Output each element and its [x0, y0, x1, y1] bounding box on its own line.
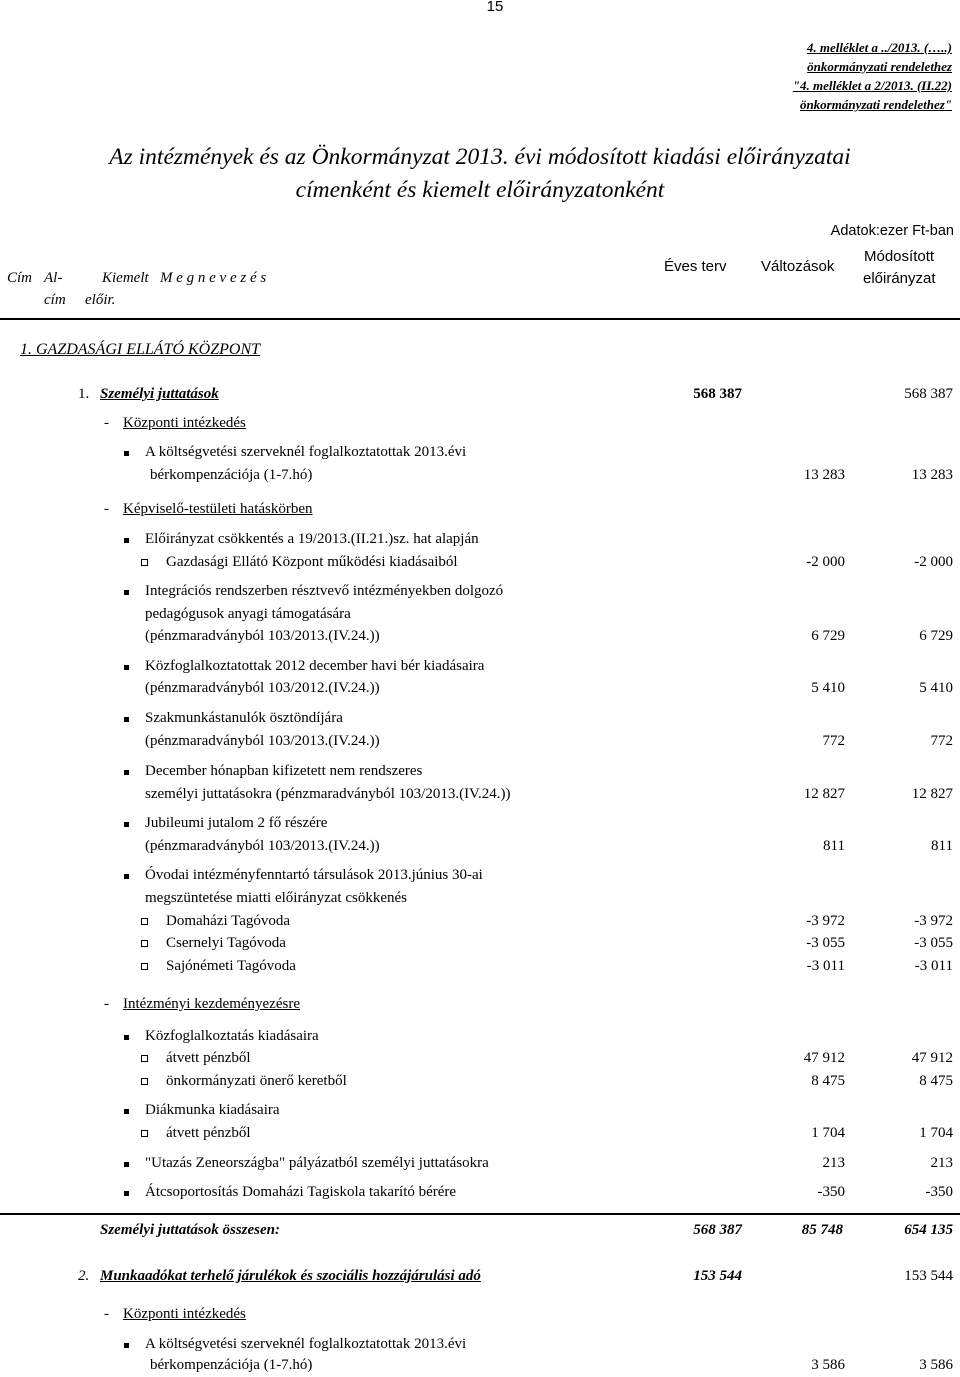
bullet-icon: [124, 441, 129, 464]
sub-bullet-icon: [141, 940, 148, 947]
item-label: Csernelyi Tagóvoda: [166, 935, 286, 951]
valtozas-value: 3 586: [811, 1357, 845, 1373]
modositott-value: 811: [931, 838, 953, 854]
valtozas-value: 13 283: [803, 467, 845, 483]
col-header-valtozasok: Változások: [761, 258, 835, 275]
modositott-value: 772: [930, 733, 953, 749]
dash: -: [104, 415, 109, 431]
item-label: személyi juttatásokra (pénzmaradványból 103/2013.(IV.24.)): [145, 786, 511, 802]
col-header-modositott: Módosított: [864, 248, 935, 265]
page-title: [0, 141, 960, 207]
modositott-value: 5 410: [919, 680, 953, 696]
bullet-icon: [124, 812, 129, 835]
dash: -: [104, 1306, 109, 1322]
modositott-value: -3 011: [914, 958, 953, 974]
bullet-icon: [124, 760, 129, 783]
item-label: Diákmunka kiadásaira: [145, 1102, 280, 1118]
row-number: 2.: [78, 1268, 90, 1284]
modositott-value: -3 972: [914, 913, 953, 929]
annex-line-4: önkormányzati rendelethez": [799, 97, 952, 112]
col-header-eves-terv: Éves terv: [664, 258, 727, 275]
item-label: Jubileumi jutalom 2 fő részére: [145, 815, 328, 831]
col-header-modositott-2: előirányzat: [863, 270, 936, 287]
modositott-value: 3 586: [919, 1357, 953, 1373]
valtozas-value: -3 972: [806, 913, 845, 929]
dash: -: [104, 501, 109, 517]
bullet-icon: [124, 580, 129, 603]
header-rule: [0, 318, 960, 320]
modositott-value: -2 000: [914, 554, 953, 570]
modositott-value: -3 055: [914, 935, 953, 951]
total-valtozasok: 85 748: [801, 1222, 843, 1238]
col-header-cim: Cím: [7, 270, 33, 286]
row-label: Személyi juttatások: [100, 386, 219, 402]
modositott-value: 153 544: [904, 1268, 953, 1284]
annex-reference: [793, 38, 952, 114]
section-title: 1. GAZDASÁGI ELLÁTÓ KÖZPONT: [20, 341, 261, 358]
bullet-icon: [124, 1152, 129, 1175]
bullet-icon: [124, 864, 129, 887]
dash: -: [104, 996, 109, 1012]
valtozas-value: -3 011: [806, 958, 845, 974]
col-header-kiemelt-2: előir.: [85, 292, 116, 308]
item-label: (pénzmaradványból 103/2013.(IV.24.)): [145, 628, 380, 644]
item-label: Előirányzat csökkentés a 19/2013.(II.21.)sz. hat alapján: [145, 531, 479, 547]
modositott-value: 13 283: [911, 467, 953, 483]
item-label: Átcsoportosítás Domaházi Tagiskola takarító bérére: [145, 1184, 457, 1200]
item-label: A költségvetési szerveknél foglalkoztatottak 2013.évi: [145, 1336, 467, 1352]
item-label: Központi intézkedés: [123, 1306, 246, 1322]
bullet-icon: [124, 1333, 129, 1356]
total-rule: [0, 1213, 960, 1215]
valtozas-value: 47 912: [803, 1050, 845, 1066]
annex-line-1: 4. melléklet a ../2013. (…..): [806, 40, 952, 55]
modositott-value: 12 827: [911, 786, 953, 802]
item-label: December hónapban kifizetett nem rendszeres: [145, 763, 423, 779]
valtozas-value: 772: [822, 733, 845, 749]
total-label: Személyi juttatások összesen:: [100, 1222, 281, 1238]
sub-bullet-icon: [141, 559, 148, 566]
col-header-alcim-2: cím: [44, 292, 66, 308]
modositott-value: 1 704: [919, 1125, 953, 1141]
item-label: megszüntetése miatti előirányzat csökkenés: [145, 890, 407, 906]
item-label: (pénzmaradványból 103/2012.(IV.24.)): [145, 680, 380, 696]
item-label: A költségvetési szerveknél foglalkoztatottak 2013.évi: [145, 444, 467, 460]
sub-bullet-icon: [141, 963, 148, 970]
page-number: 15: [486, 0, 504, 15]
modositott-value: 6 729: [919, 628, 953, 644]
item-label: bérkompenzációja (1-7.hó): [150, 467, 313, 483]
modositott-value: 213: [930, 1155, 953, 1171]
row-label: Munkaadókat terhelő járulékok és szociális hozzájárulási adó: [100, 1268, 481, 1284]
row-number: 1.: [78, 386, 90, 402]
item-label: Integrációs rendszerben résztvevő intézményekben dolgozó: [145, 583, 504, 599]
valtozas-value: -2 000: [806, 554, 845, 570]
valtozas-value: -3 055: [806, 935, 845, 951]
bullet-icon: [124, 1099, 129, 1122]
col-header-megnevezes: M e g n e v e z é s: [160, 270, 267, 286]
sub-bullet-icon: [141, 1055, 148, 1062]
valtozas-value: 213: [822, 1155, 845, 1171]
item-label: önkormányzati önerő keretből: [166, 1073, 347, 1089]
eves-terv-value: 153 544: [693, 1268, 742, 1284]
item-label: (pénzmaradványból 103/2013.(IV.24.)): [145, 838, 380, 854]
valtozas-value: 8 475: [811, 1073, 845, 1089]
item-label: Intézményi kezdeményezésre: [123, 996, 300, 1012]
total-modositott: 654 135: [904, 1222, 953, 1238]
item-label: Óvodai intézményfenntartó társulások 2013.június 30-ai: [145, 867, 483, 883]
item-label: átvett pénzből: [166, 1125, 251, 1141]
title-line-1: Az intézmények és az Önkormányzat 2013. évi módosított kiadási előirányzatai: [109, 144, 851, 170]
sub-bullet-icon: [141, 918, 148, 925]
item-label: átvett pénzből: [166, 1050, 251, 1066]
item-label: Domaházi Tagóvoda: [166, 913, 291, 929]
valtozas-value: 1 704: [811, 1125, 845, 1141]
modositott-value: 47 912: [911, 1050, 953, 1066]
bullet-icon: [124, 528, 129, 551]
annex-line-3: "4. melléklet a 2/2013. (II.22): [792, 78, 952, 93]
item-label: Sajónémeti Tagóvoda: [166, 958, 296, 974]
col-header-kiemelt: Kiemelt: [102, 270, 149, 286]
item-label: Gazdasági Ellátó Központ működési kiadásaiból: [166, 554, 458, 570]
valtozas-value: 12 827: [803, 786, 845, 802]
total-eves-terv: 568 387: [693, 1222, 742, 1238]
unit-label: Adatok:ezer Ft-ban: [830, 223, 954, 239]
valtozas-value: 6 729: [811, 628, 845, 644]
item-label: Közfoglalkoztatás kiadásaira: [145, 1028, 319, 1044]
item-label: Képviselő-testületi hatáskörben: [123, 501, 313, 517]
valtozas-value: 811: [823, 838, 845, 854]
bullet-icon: [124, 655, 129, 678]
item-label: bérkompenzációja (1-7.hó): [150, 1357, 313, 1373]
title-line-2: címenként és kiemelt előirányzatonként: [295, 177, 665, 203]
item-label: "Utazás Zeneországba" pályázatból személyi juttatásokra: [145, 1155, 489, 1171]
sub-bullet-icon: [141, 1078, 148, 1085]
valtozas-value: -350: [817, 1184, 845, 1200]
item-label: Szakmunkástanulók ösztöndíjára: [145, 710, 343, 726]
annex-line-2: önkormányzati rendelethez: [807, 59, 952, 74]
bullet-icon: [124, 707, 129, 730]
item-label: pedagógusok anyagi támogatására: [145, 606, 351, 622]
item-label: (pénzmaradványból 103/2013.(IV.24.)): [145, 733, 380, 749]
valtozas-value: 5 410: [811, 680, 845, 696]
modositott-value: 568 387: [904, 386, 953, 402]
col-header-alcim: Al-: [44, 270, 63, 286]
item-label: Központi intézkedés: [123, 415, 246, 431]
bullet-icon: [124, 1025, 129, 1048]
sub-bullet-icon: [141, 1130, 148, 1137]
eves-terv-value: 568 387: [693, 386, 742, 402]
bullet-icon: [124, 1181, 129, 1204]
modositott-value: -350: [925, 1184, 953, 1200]
modositott-value: 8 475: [919, 1073, 953, 1089]
item-label: Közfoglalkoztatottak 2012 december havi bér kiadásaira: [145, 658, 485, 674]
